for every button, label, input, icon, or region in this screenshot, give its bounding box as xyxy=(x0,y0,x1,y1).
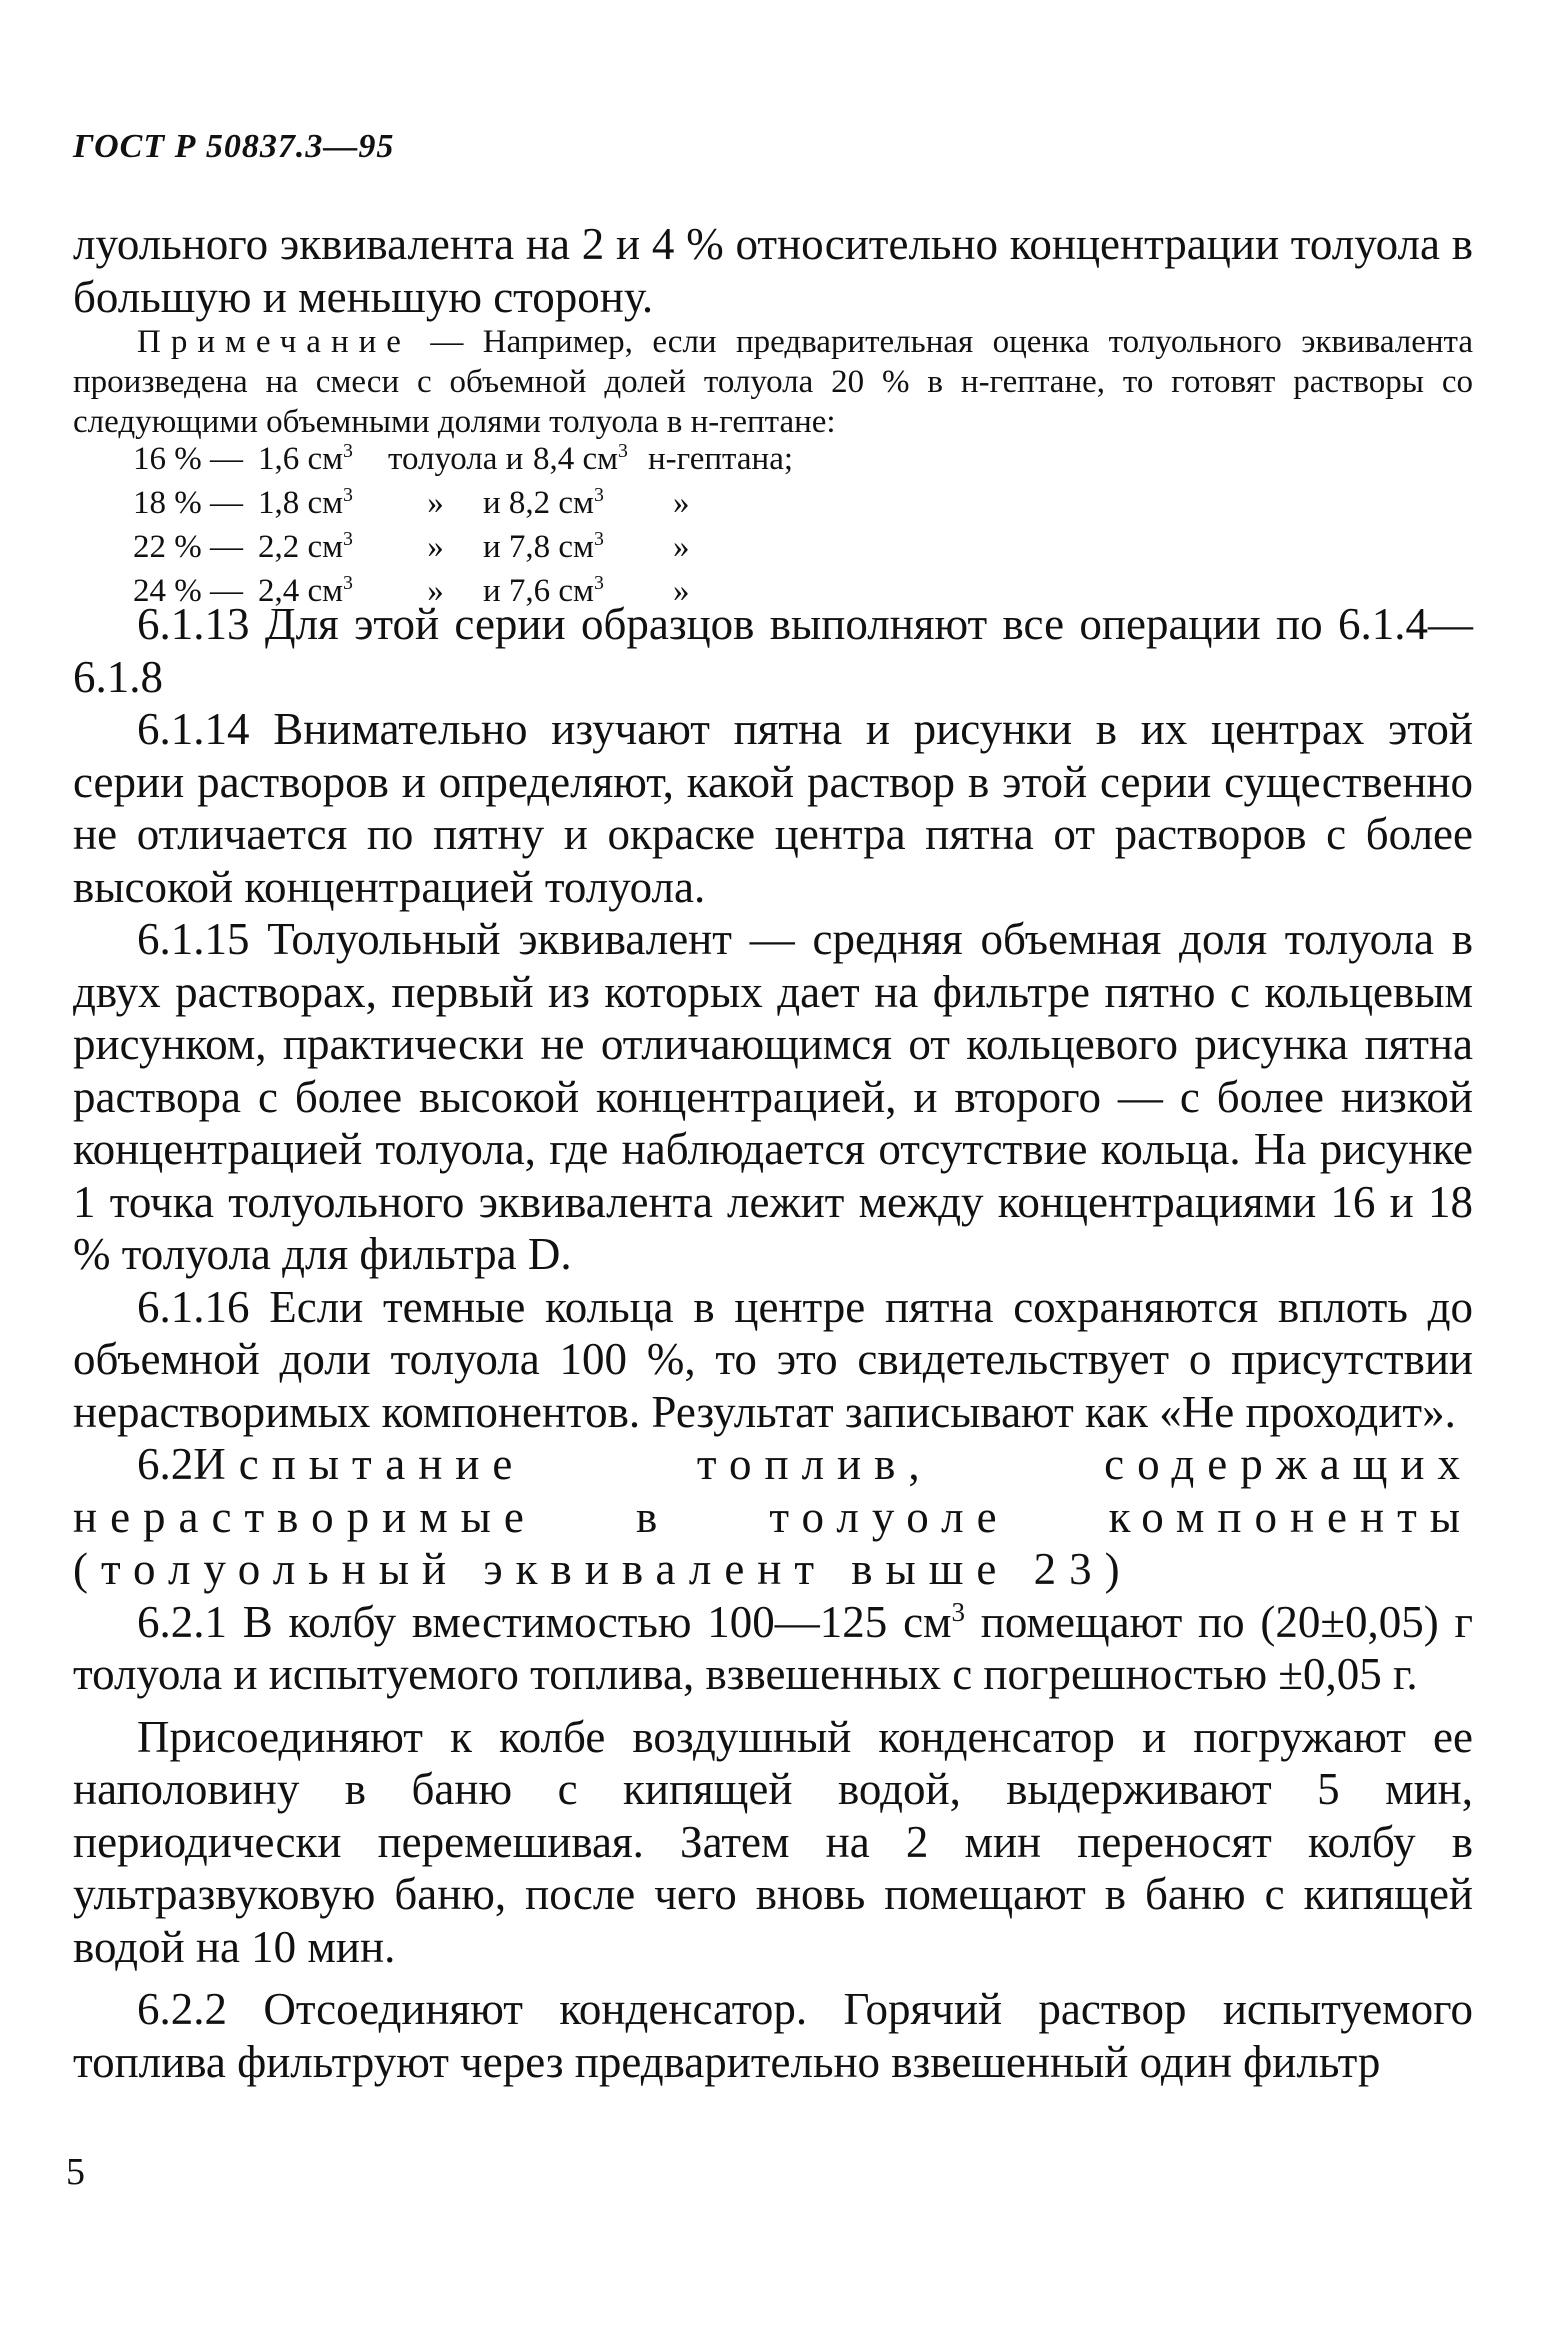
list-item xyxy=(133,437,793,481)
row-percent: 22 % — xyxy=(133,529,243,565)
row-toluene: 1,8 $см^3$ xyxy=(258,484,353,521)
row-tail: » xyxy=(673,529,690,565)
note-paragraph xyxy=(73,322,1473,442)
row-percent: 18 % — xyxy=(133,485,243,521)
list-item xyxy=(133,525,793,569)
continuation-paragraph xyxy=(73,218,1473,323)
section-heading-6-2 xyxy=(73,1438,1473,1596)
row-percent: 24 % — xyxy=(133,573,243,609)
row-heptane: и 7,6 $см^3$ xyxy=(483,572,604,609)
row-tail: н-гептана; xyxy=(648,441,794,477)
standard-header: ГОСТ Р 50837.3—95 xyxy=(73,128,395,165)
paragraph-6-1-14: 6.1.14 Внимательно изучают пятна и рисунки в их центрах этой серии растворов и определяют, какой раствор в этой серии существенно не отличается по пятну и окраске центра пятна от растворов с более высокой концентрацией толуола. xyxy=(73,704,1473,912)
paragraph-6-2-1: 6.2.1 В колбу вместимостью 100—125 $см^3$ помещают по (20±0,05) г толуола и испытуемого топлива, взвешенных с погрешностью ±0,05 г. xyxy=(73,1596,1474,1699)
paragraph-6-2-2: 6.2.2 Отсоединяют конденсатор. Горячий раствор испытуемого топлива фильтруют через предварительно взвешенный один фильтр xyxy=(73,1984,1473,2087)
paragraph-6-1-15: 6.1.15 Толуольный эквивалент — средняя объемная доля толуола в двух растворах, первый из которых дает на фильтре пятно с кольцевым рисунком, практически не отличающимся от кольцевого рисунка пятна раствора с более высокой концентрацией, и второго — с более низкой концентрацией толуола, где наблюдается отсутствие кольца. На рисунке 1 точка толуольного эквивалента лежит между концентрациями 16 и 18 % толуола для фильтра D. xyxy=(73,914,1473,1279)
row-tail: » xyxy=(673,485,690,521)
note-dash: — xyxy=(410,324,483,360)
paragraph-continuation: луольного эквивалента на 2 и 4 % относительно концентрации толуола в большую и меньшую сторону. xyxy=(73,219,1473,322)
row-heptane: и 8,2 $см^3$ xyxy=(483,484,604,521)
section-title: Испытание топлив, содержащих нерастворимые в толуоле компоненты (толуольный эквивалент выше 23) xyxy=(73,1439,1473,1594)
row-toluene: 2,4 $см^3$ xyxy=(258,572,353,609)
row-toluene: 1,6 $см^3$ xyxy=(258,440,353,477)
note-label: Примечание xyxy=(137,324,411,360)
paragraph-6-2-1-continued: Присоединяют к колбе воздушный конденсатор и погружают ее наполовину в баню с кипящей водой, выдерживают 5 мин, периодически перемешивая. Затем на 2 мин переносят колбу в ультразвуковую баню, после чего вновь помещают в баню с кипящей водой на 10 мин. xyxy=(73,1711,1473,1972)
list-item xyxy=(133,481,793,525)
paragraph-6-1-16: 6.1.16 Если темные кольца в центре пятна сохраняются вплоть до объемной доли толуола 100 %, то это свидетельствует о присутствии нерастворимых компонентов. Результат записывают как «Не проходит». xyxy=(73,1281,1473,1437)
row-heptane: 8,4 $см^3$ xyxy=(533,440,628,477)
row-toluene: 2,2 $см^3$ xyxy=(258,528,353,565)
paragraph-6-1-13: 6.1.13 Для этой серии образцов выполняют все операции по 6.1.4—6.1.8 xyxy=(73,599,1473,702)
row-word: » xyxy=(427,485,444,521)
row-word: » xyxy=(427,573,444,609)
main-text xyxy=(73,598,1473,2088)
section-number: 6.2 xyxy=(137,1439,194,1489)
note-concentration-list xyxy=(133,437,793,613)
row-heptane: и 7,8 $см^3$ xyxy=(483,528,604,565)
note-block xyxy=(73,322,1473,442)
row-word: толуола и xyxy=(388,441,524,477)
row-word: » xyxy=(427,529,444,565)
note-text: Например, если предварительная оценка толуольного эквивалента произведена на смеси с объемной долей толуола 20 % в н-гептане, то готовят растворы со следующими объемными долями толуола в н-гептане: xyxy=(73,324,1473,440)
row-tail: » xyxy=(673,573,690,609)
page-number: 5 xyxy=(66,2151,85,2193)
row-percent: 16 % — xyxy=(133,441,243,477)
